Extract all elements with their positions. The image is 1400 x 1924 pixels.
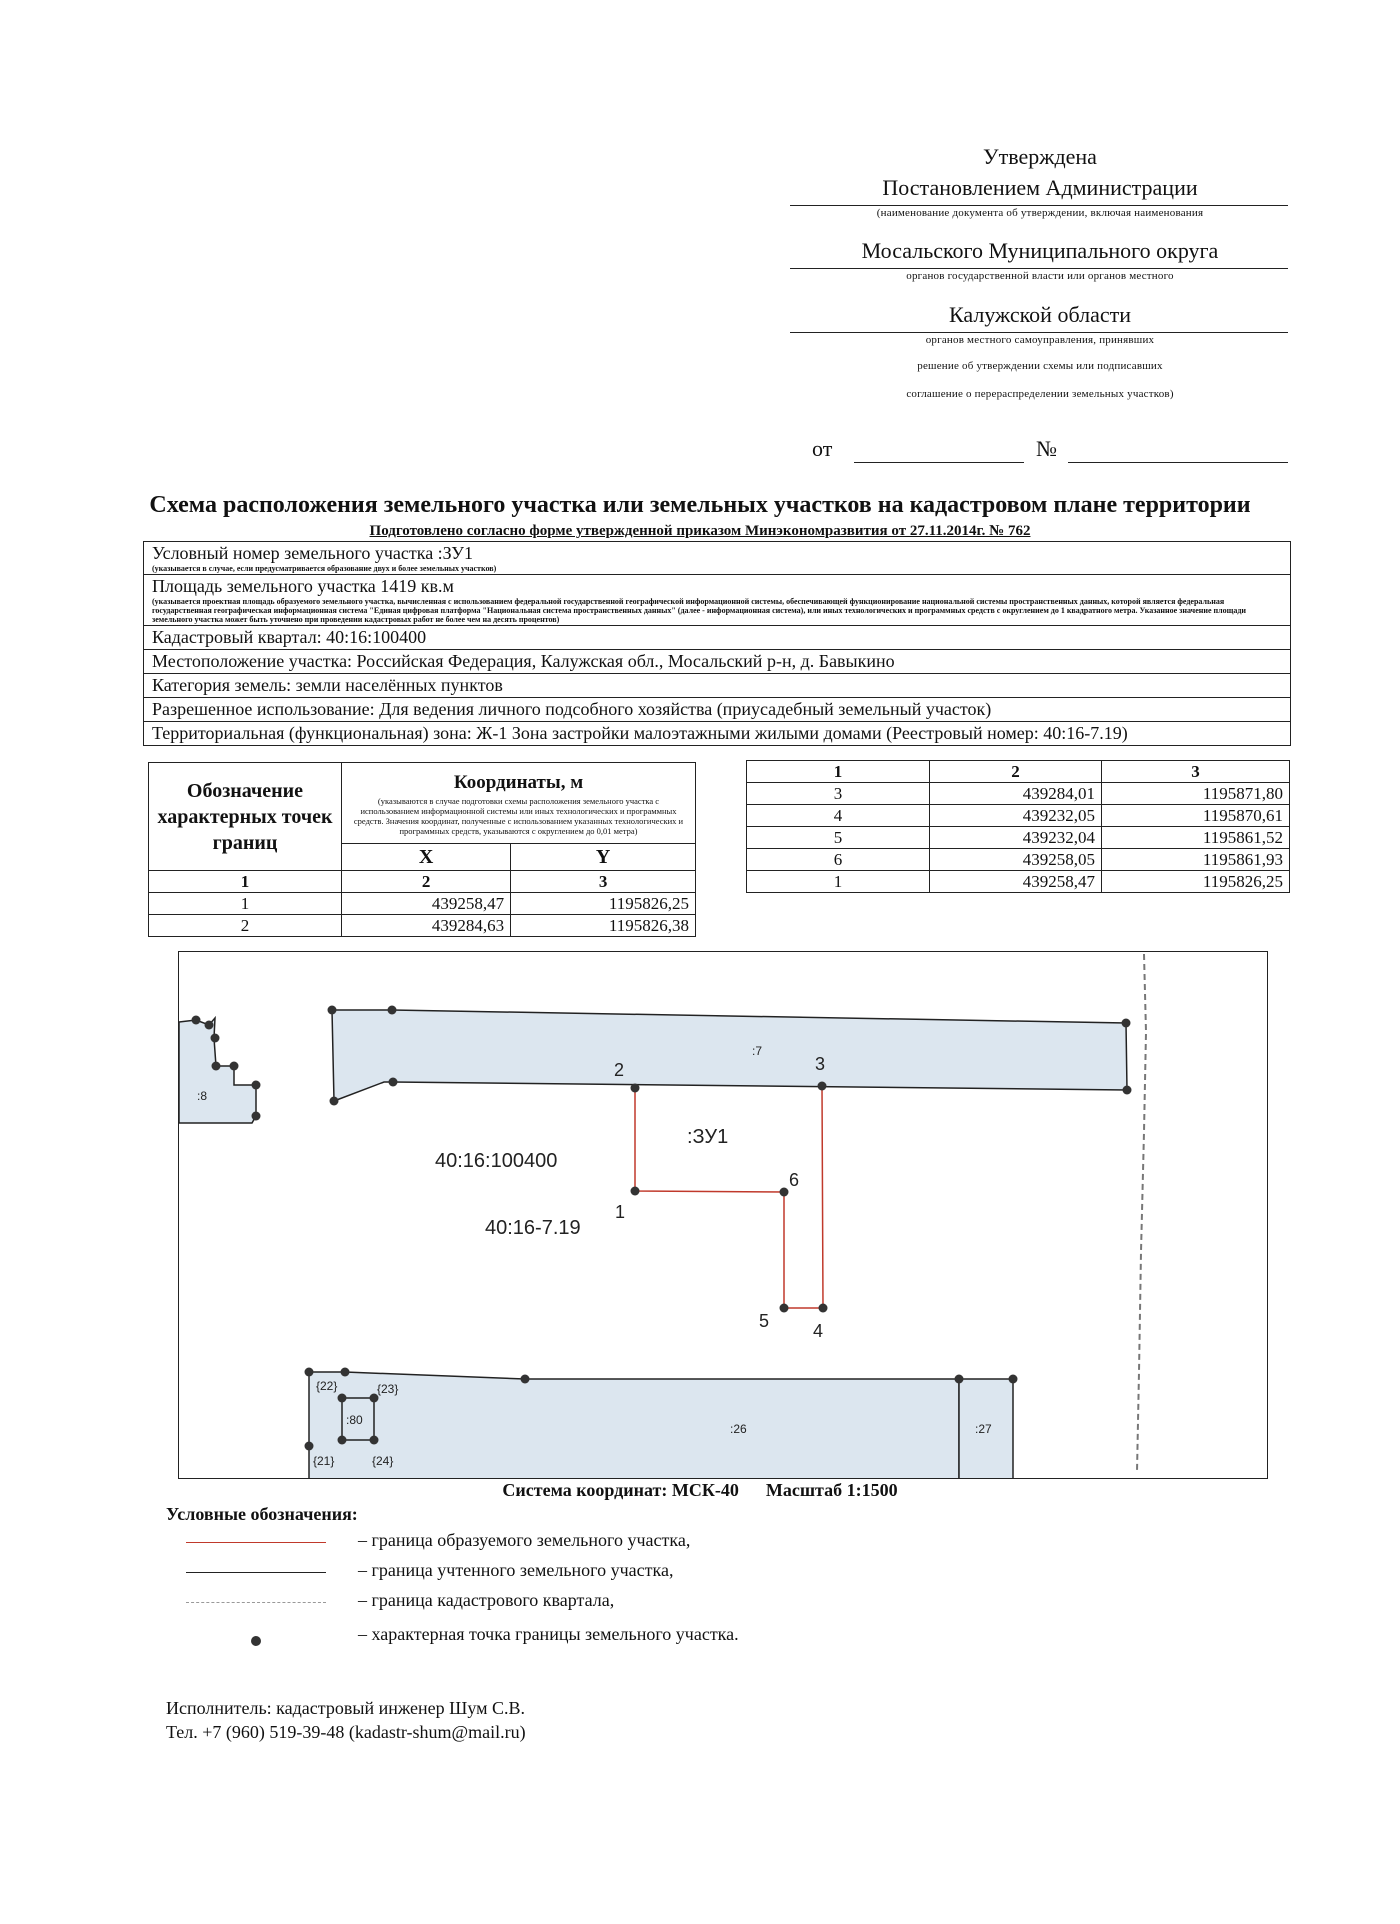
y-value: 1195861,52 [1102,827,1290,849]
approval-line-2: Мосальского Муниципального округа [861,238,1219,263]
y-value: 1195826,25 [511,893,696,915]
map-point [1009,1375,1018,1384]
point-label-6: 6 [789,1170,800,1190]
legend-text: – граница учтенного земельного участка, [358,1560,674,1580]
y-header: Y [511,844,696,871]
map-point [252,1112,261,1121]
point-id: 1 [149,893,342,915]
map-point [305,1442,314,1451]
number-label: № [1036,436,1057,461]
map-point [212,1062,221,1071]
legend-sample-formed [186,1542,326,1543]
map-point [955,1375,964,1384]
col-number: 1 [149,871,342,893]
map-point [341,1368,350,1377]
rule-1 [790,205,1288,206]
conditional-number-cell [144,542,1291,575]
approval-note-5: соглашение о перераспределении земельных участков) [906,388,1174,400]
point-id: 3 [747,783,930,805]
coords-table-left [148,762,696,937]
territorial-zone: Территориальная (функциональная) зона: Ж-1 Зона застройки малоэтажными жилыми домами (Реестровый номер: 40:16-7.19) [144,722,1291,746]
rule-3 [790,332,1288,333]
area: Площадь земельного участка 1419 кв.м [152,576,454,596]
date-number-row [790,436,1290,468]
map-point [780,1188,789,1197]
x-value: 439284,01 [930,783,1102,805]
table-row [747,871,1290,893]
document-subtitle: Подготовлено согласно форме утвержденной приказом Минэкономразвития от 27.11.2014г. № 762 [369,523,1031,539]
approved-label: Утверждена [983,144,1097,169]
approval-line-1: Постановлением Администрации [882,175,1198,200]
cadastral-map [178,951,1268,1479]
point-id: 4 [747,805,930,827]
point-label-1: 1 [615,1202,626,1222]
map-point [1123,1086,1132,1095]
map-label-zu1: :ЗУ1 [687,1126,729,1148]
map-point [819,1304,828,1313]
col-number: 2 [342,871,511,893]
from-label: от [812,436,833,461]
table-row [149,915,696,937]
col-number: 3 [511,871,696,893]
document-title: Схема расположения земельного участка или земельных участков на кадастровом плане территории [149,492,1251,518]
x-value: 439232,04 [930,827,1102,849]
legend-text: – характерная точка границы земельного участка. [358,1624,739,1644]
map-point [1122,1019,1131,1028]
x-value: 439258,47 [342,893,511,915]
point-id: 2 [149,915,342,937]
parcel-info-table [143,541,1291,746]
x-value: 439258,05 [930,849,1102,871]
quarter-boundary [1137,954,1146,1472]
map-point [211,1034,220,1043]
coord-note: (указываются в случае подготовки схемы расположения земельного участка с использованием информационной системы или иных технологических и программных средств. Значения координат, полученные с использованием указанных технологических и программных средств, указываются с округлением до 0,01 метра) [353,796,684,836]
map-label-23: {23} [377,1382,399,1396]
map-point [389,1078,398,1087]
point-label-3: 3 [815,1054,826,1074]
map-point [338,1436,347,1445]
map-label-80: :80 [346,1413,363,1427]
map-label-27: :27 [975,1422,992,1436]
area-cell [144,575,1291,626]
land-category: Категория земель: земли населённых пунктов [144,674,1291,698]
y-value: 1195871,80 [1102,783,1290,805]
map-svg [179,952,1267,1478]
legend-title: Условные обозначения: [166,1504,358,1524]
table-row [747,827,1290,849]
map-point [330,1097,339,1106]
point-label-4: 4 [813,1321,824,1341]
point-id: 6 [747,849,930,871]
legend-sample-quarter [186,1602,326,1603]
col-number: 3 [1102,761,1290,783]
x-value: 439232,05 [930,805,1102,827]
permitted-use: Разрешенное использование: Для ведения личного подсобного хозяйства (приусадебный земельный участок) [144,698,1291,722]
approval-line-3: Калужской области [949,302,1131,327]
coord-header-cell [342,763,696,844]
table-row [149,893,696,915]
executor-name: Исполнитель: кадастровый инженер Шум С.В. [166,1698,525,1718]
map-point [192,1016,201,1025]
coord-header: Координаты, м [453,772,584,793]
conditional-note: (указывается в случае, если предусматривается образование двух и более земельных участков) [152,564,497,573]
map-label-22: {22} [316,1379,338,1393]
map-point [328,1006,337,1015]
parcel-8 [179,1018,256,1123]
map-point [818,1082,827,1091]
y-value: 1195861,93 [1102,849,1290,871]
y-value: 1195870,61 [1102,805,1290,827]
map-label-7: :7 [752,1044,763,1058]
point-id: 5 [747,827,930,849]
x-header: X [342,844,511,871]
approval-note-3: органов местного самоуправления, принявших [925,334,1155,346]
map-label-21: {21} [313,1454,335,1468]
map-point [305,1368,314,1377]
table-row [747,849,1290,871]
coords-table-right [746,760,1290,893]
point-header: Обозначение характерных точек границ [149,763,342,871]
y-value: 1195826,38 [511,915,696,937]
map-point [521,1375,530,1384]
map-label-24: {24} [372,1454,394,1468]
col-number: 2 [930,761,1102,783]
date-blank [854,462,1024,463]
map-label-quarter: 40:16:100400 [435,1150,558,1172]
location: Местоположение участка: Российская Федерация, Калужская обл., Мосальский р-н, д. Бавыкино [144,650,1291,674]
area-note: (указывается проектная площадь образуемого земельного участка, вычисленная с использованием федеральной государственной географической информационной системы, обеспечивающей функционирование национальной системы пространственных данных, которой является федеральная государственная географическая информационная система "Единая цифровая платформа "Национальная система пространственных данных" (далее - информационная система), или иных технологических и программных средств с округлением до 1 квадратного метра. Указанное значение площади земельного участка может быть уточнено при проведении кадастровых работ не более чем на десять процентов) [152,597,1247,624]
approval-note-1: (наименование документа об утверждении, включая наименования [876,207,1204,219]
map-label-zone: 40:16-7.19 [485,1217,581,1239]
legend-text: – граница образуемого земельного участка, [358,1530,691,1550]
x-value: 439284,63 [342,915,511,937]
point-label-2: 2 [614,1060,625,1080]
table-row [747,805,1290,827]
conditional-number: Условный номер земельного участка :ЗУ1 [152,543,473,563]
quarter: Кадастровый квартал: 40:16:100400 [144,626,1291,650]
x-value: 439258,47 [930,871,1102,893]
col-number: 1 [747,761,930,783]
map-point [388,1006,397,1015]
map-label-26: :26 [730,1422,747,1436]
parcel-7 [332,1010,1127,1101]
parcel-zu1 [635,1086,823,1308]
point-id: 1 [747,871,930,893]
legend-dot-icon [251,1636,261,1646]
rule-2 [790,268,1288,269]
point-label-5: 5 [759,1311,770,1331]
approval-note-2: органов государственной власти или органов местного [906,270,1174,282]
table-row [747,783,1290,805]
map-point [631,1187,640,1196]
map-point [252,1081,261,1090]
executor-contact: Тел. +7 (960) 519-39-48 (kadastr-shum@mail.ru) [166,1722,526,1742]
number-blank [1068,462,1288,463]
map-point [370,1436,379,1445]
map-point [780,1304,789,1313]
map-point [205,1021,214,1030]
legend-sample-registered [186,1572,326,1573]
map-caption: Система координат: МСК-40 Масштаб 1:1500 [502,1480,898,1500]
map-point [338,1394,347,1403]
y-value: 1195826,25 [1102,871,1290,893]
approval-note-4: решение об утверждении схемы или подписавших [917,360,1163,372]
legend-text: – граница кадастрового квартала, [358,1590,615,1610]
map-point [230,1062,239,1071]
parcel-26 [309,1372,959,1478]
map-label-8: :8 [197,1089,208,1103]
map-point [631,1084,640,1093]
